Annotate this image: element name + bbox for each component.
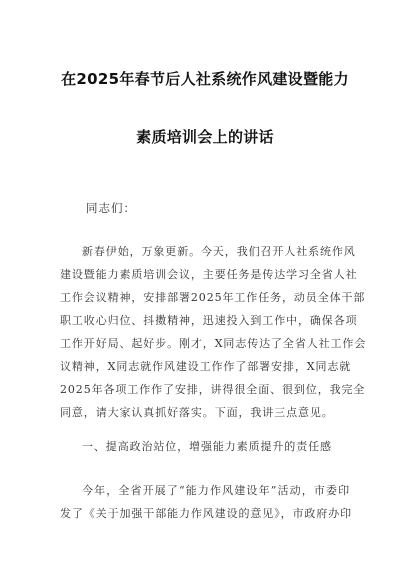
paragraph-2-line: 今年，全省开展了“能力作风建设年”活动，市委印 (82, 484, 350, 497)
paragraph-2-line: 发了《关于加强干部能力作风建设的意见》，市政府办印 (60, 507, 352, 520)
document-title-line-1: 在2025年春节后人社系统作风建设暨能力 (61, 70, 349, 88)
salutation: 同志们： (86, 201, 136, 215)
paragraph-1-line: 职工收心归位、抖擞精神，迅速投入到工作中，确保各项 (60, 314, 358, 327)
section-1-heading: 一、提高政治站位，增强能力素质提升的责任感 (82, 440, 332, 453)
paragraph-1-line: 议精神，X同志就作风建设工作作了部署安排，X同志就 (60, 360, 352, 373)
paragraph-1-line: 2025年各项工作作了安排，讲得很全面、很到位，我完全 (60, 383, 366, 396)
paragraph-1-line: 建设暨能力素质培训会议，主要任务是传达学习全省人社 (60, 268, 358, 281)
paragraph-1-line: 新春伊始，万象更新。今天，我们召开人社系统作风 (82, 245, 356, 258)
paragraph-1-line: 工作开好局、起好步。刚才，X同志传达了全省人社工作会 (60, 337, 367, 350)
document-title-line-2: 素质培训会上的讲话 (136, 128, 274, 146)
paragraph-1-line: 工作会议精神，安排部署2025年工作任务，动员全体干部 (60, 291, 366, 304)
paragraph-1-line: 同意，请大家认真抓好落实。下面，我讲三点意见。 (60, 406, 334, 419)
